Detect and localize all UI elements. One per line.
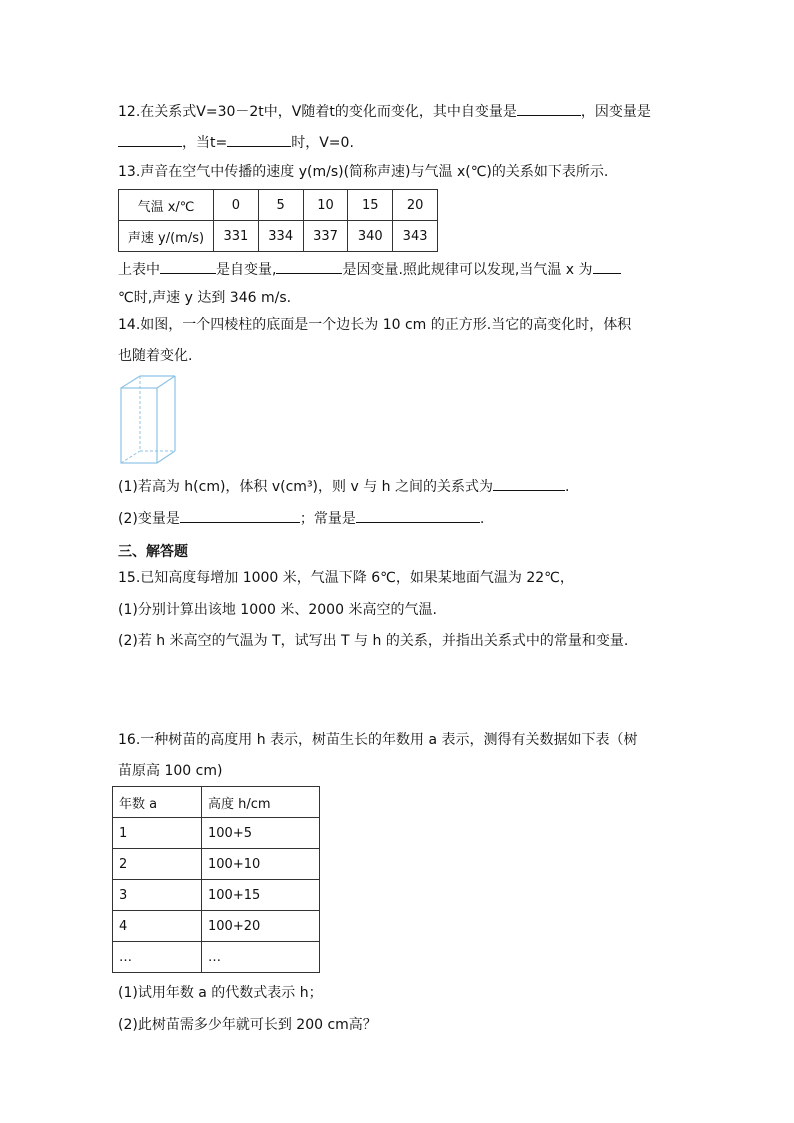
q12-text-c: ，当t=: [182, 135, 228, 151]
q13-header-speed: 声速 y/(m/s): [119, 221, 214, 252]
table-row: [119, 221, 438, 252]
q13-table: [118, 189, 438, 252]
table-cell: 100+5: [202, 818, 320, 849]
prism-figure: [118, 374, 178, 466]
prism-hidden-edge: [121, 451, 140, 463]
q14-blank-constant[interactable]: [356, 507, 480, 523]
q13-blank-independent[interactable]: [160, 258, 216, 274]
q16-header-height: 高度 h/cm: [202, 787, 320, 818]
table-cell: 1: [113, 818, 202, 849]
table-row: [113, 818, 320, 849]
table-row: [113, 880, 320, 911]
section-title: 三、解答题: [118, 544, 188, 560]
table-cell: 3: [113, 880, 202, 911]
q12-text-a: 12.在关系式V=30－2t中，V随着t的变化而变化，其中自变量是: [118, 104, 517, 120]
table-cell: …: [202, 942, 320, 973]
q13-header-temp: 气温 x/℃: [119, 190, 214, 221]
q16-sub1: (1)试用年数 a 的代数式表示 h；: [118, 985, 323, 1001]
q14-blank-variable[interactable]: [180, 507, 300, 523]
table-cell: 15: [348, 190, 393, 221]
q13-after-line1: [118, 258, 621, 280]
q15-sub1: (1)分别计算出该地 1000 米、2000 米高空的气温.: [118, 602, 437, 618]
q16-line2: 苗原高 100 cm): [118, 763, 223, 779]
q14-sub1-text: (1)若高为 h(cm)，体积 v(cm³)，则 v 与 h 之间的关系式为: [118, 479, 493, 495]
q16-table: [112, 786, 320, 973]
table-row: [113, 787, 320, 818]
q13-after-line2: ℃时,声速 y 达到 346 m/s.: [118, 290, 292, 306]
q14-sub1-end: .: [564, 479, 570, 495]
table-cell: 100+10: [202, 849, 320, 880]
q14-sub2: [118, 507, 484, 529]
table-row: [113, 849, 320, 880]
table-cell: 0: [214, 190, 259, 221]
q15-sub2: (2)若 h 米高空的气温为 T，试写出 T 与 h 的关系，并指出关系式中的常量和变量.: [118, 633, 629, 649]
q13-blank-temp[interactable]: [593, 258, 621, 274]
q12-blank-t[interactable]: [227, 131, 291, 147]
q15-line1: 15.已知高度每增加 1000 米，气温下降 6℃，如果某地面气温为 22℃，: [118, 570, 574, 586]
q12-blank-independent[interactable]: [517, 100, 581, 116]
q14-sub1: [118, 475, 569, 497]
q14-blank-relation[interactable]: [493, 475, 565, 491]
q13-intro: 13.声音在空气中传播的速度 y(m/s)(简称声速)与气温 x(℃)的关系如下表所示.: [118, 164, 609, 180]
q14-line1: 14.如图，一个四棱柱的底面是一个边长为 10 cm 的正方形.当它的高变化时，体积: [118, 317, 632, 333]
q14-sub2-text-b: ；常量是: [299, 511, 356, 527]
table-row: [119, 190, 438, 221]
table-cell: 20: [393, 190, 438, 221]
q16-line1: 16.一种树苗的高度用 h 表示，树苗生长的年数用 a 表示，测得有关数据如下表（树: [118, 732, 638, 748]
table-cell: 100+15: [202, 880, 320, 911]
q14-line2: 也随着变化.: [118, 348, 193, 364]
q12-line2: [118, 131, 354, 153]
q16-sub2: (2)此树苗需多少年就可长到 200 cm高？: [118, 1017, 377, 1033]
table-cell: 10: [303, 190, 348, 221]
table-cell: 2: [113, 849, 202, 880]
table-row: [113, 942, 320, 973]
table-cell: 100+20: [202, 911, 320, 942]
q12-blank-dependent[interactable]: [118, 131, 182, 147]
q14-sub2-text-a: (2)变量是: [118, 511, 180, 527]
table-cell: 340: [348, 221, 393, 252]
q14-sub2-text-c: .: [479, 511, 485, 527]
table-cell: 337: [303, 221, 348, 252]
prism-edge: [157, 451, 175, 463]
table-cell: 343: [393, 221, 438, 252]
prism-edge: [157, 376, 175, 388]
prism-edge: [121, 376, 140, 388]
q16-header-year: 年数 a: [113, 787, 202, 818]
q13-text-c: 是因变量.照此规律可以发现,当气温 x 为: [342, 262, 593, 278]
q12-text-b: ，因变量是: [580, 104, 651, 120]
table-cell: 4: [113, 911, 202, 942]
table-cell: 331: [214, 221, 259, 252]
table-cell: …: [113, 942, 202, 973]
q13-text-b: 是自变量,: [216, 262, 277, 278]
table-cell: 5: [258, 190, 303, 221]
q12-line1: [118, 100, 651, 122]
table-row: [113, 911, 320, 942]
table-cell: 334: [258, 221, 303, 252]
q13-blank-dependent[interactable]: [276, 258, 342, 274]
q12-text-d: 时，V=0.: [291, 135, 354, 151]
q13-text-a: 上表中: [118, 262, 160, 278]
